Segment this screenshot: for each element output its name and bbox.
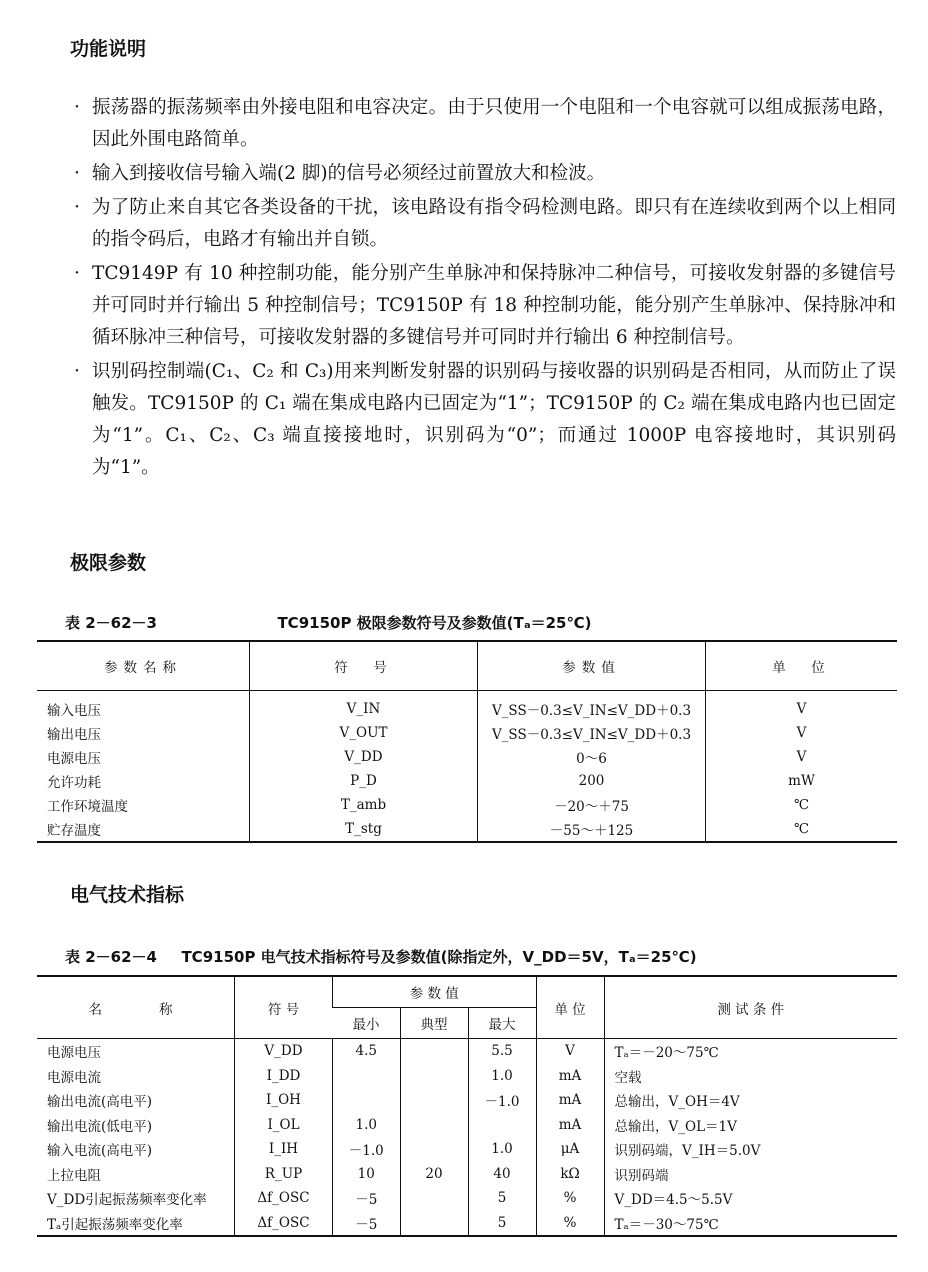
cell-symbol: I_OL: [235, 1113, 333, 1138]
table-row: [37, 793, 897, 817]
cell-condition: 识别码端: [604, 1162, 897, 1187]
table-caption-electrical: [65, 946, 697, 967]
cell-typ: [400, 1088, 468, 1113]
cell-name: 电源电流: [47, 1069, 101, 1086]
cell-symbol: R_UP: [235, 1162, 333, 1187]
cell-typ: [400, 1113, 468, 1138]
cell-name: 输出电流(高电平): [47, 1094, 153, 1111]
bullet-item: [72, 158, 896, 190]
cell-unit: mA: [536, 1064, 604, 1089]
cell-typ: [400, 1211, 468, 1237]
cell-unit: ℃: [706, 793, 898, 817]
cell-unit: mW: [706, 769, 898, 793]
table-row: [37, 1211, 897, 1237]
cell-name: 允许功耗: [47, 775, 101, 791]
cell-unit: V: [706, 721, 898, 745]
col-header-unit: 单 位: [536, 976, 604, 1039]
cell-symbol: V_OUT: [250, 721, 478, 745]
cell-min: －1.0: [333, 1137, 401, 1162]
cell-min: [333, 1064, 401, 1089]
cell-typ: [400, 1137, 468, 1162]
cell-condition: Tₐ＝－30～75℃: [604, 1211, 897, 1237]
cell-unit: V: [536, 1039, 604, 1064]
table-row: [37, 745, 897, 769]
cell-max: 5.5: [468, 1039, 536, 1064]
cell-typ: [400, 1039, 468, 1064]
cell-symbol: I_DD: [235, 1064, 333, 1089]
cell-unit: μA: [536, 1137, 604, 1162]
cell-unit: kΩ: [536, 1162, 604, 1187]
section-title-function: 功能说明: [70, 38, 147, 60]
cell-max: [468, 1113, 536, 1138]
bullet-dot: ·: [74, 197, 80, 218]
col-header-param-name: 参数名称: [37, 641, 250, 691]
cell-name: 贮存温度: [47, 823, 101, 839]
cell-max: 40: [468, 1162, 536, 1187]
bullet-item: [72, 356, 896, 484]
cell-symbol: V_DD: [250, 745, 478, 769]
col-header-max: 最大: [468, 1008, 536, 1039]
table-row: [37, 1039, 897, 1064]
bullet-text: TC9149P 有 10 种控制功能，能分别产生单脉冲和保持脉冲二种信号，可接收发射器的多键信号并可同时并行输出 5 种控制信号；TC9150P 有 18 种控制功能，能分别产生单脉冲、保持脉冲和循环脉冲三种信号，可接收发射器的多键信号并可同时并行输出 6 种控制信号。: [92, 263, 896, 348]
cell-condition: 总输出，V_OL＝1V: [604, 1113, 897, 1138]
cell-max: 1.0: [468, 1064, 536, 1089]
cell-value: 0～6: [478, 745, 706, 769]
table-row: [37, 1186, 897, 1211]
cell-name: 工作环境温度: [47, 799, 128, 815]
cell-symbol: I_OH: [235, 1088, 333, 1113]
function-bullet-list: [72, 92, 896, 486]
cell-unit: %: [536, 1211, 604, 1237]
section-title-limits: 极限参数: [70, 552, 147, 574]
table-row: [37, 1088, 897, 1113]
col-header-name: 名 称: [37, 976, 235, 1039]
cell-name: 输出电压: [47, 727, 101, 743]
cell-unit: mA: [536, 1113, 604, 1138]
cell-name: 电源电压: [47, 1045, 101, 1062]
bullet-text: 输入到接收信号输入端(2 脚)的信号必须经过前置放大和检波。: [92, 163, 606, 184]
table-row: [37, 697, 897, 721]
cell-typ: 20: [400, 1162, 468, 1187]
table-caption-text: TC9150P 电气技术指标符号及参数值(除指定外，V_DD＝5V，Tₐ＝25℃): [181, 948, 697, 966]
cell-symbol: V_IN: [250, 697, 478, 721]
col-header-unit: 单 位: [706, 641, 898, 691]
col-header-symbol: 符 号: [235, 976, 333, 1039]
col-header-typ: 典型: [400, 1008, 468, 1039]
table-row: [37, 817, 897, 842]
cell-condition: Tₐ＝－20～75℃: [604, 1039, 897, 1064]
table-caption-text: TC9150P 极限参数符号及参数值(Tₐ＝25℃): [277, 614, 592, 632]
cell-name: 输入电压: [47, 703, 101, 719]
cell-max: 5: [468, 1186, 536, 1211]
cell-name: Tₐ引起振荡频率变化率: [47, 1216, 183, 1233]
table-row: [37, 1162, 897, 1187]
table-row: [37, 769, 897, 793]
cell-condition: 空载: [604, 1064, 897, 1089]
cell-name: 电源电压: [47, 751, 101, 767]
cell-min: 10: [333, 1162, 401, 1187]
cell-symbol: Δf_OSC: [235, 1211, 333, 1237]
col-header-value: 参数值: [478, 641, 706, 691]
cell-symbol: Δf_OSC: [235, 1186, 333, 1211]
cell-symbol: I_IH: [235, 1137, 333, 1162]
cell-value: －55～＋125: [478, 817, 706, 842]
cell-unit: ℃: [706, 817, 898, 842]
bullet-item: [72, 258, 896, 354]
cell-symbol: V_DD: [235, 1039, 333, 1064]
bullet-dot: ·: [74, 263, 80, 284]
cell-name: V_DD引起振荡频率变化率: [47, 1192, 207, 1209]
cell-value: V_SS－0.3≤V_IN≤V_DD＋0.3: [478, 697, 706, 721]
table-row: [37, 1064, 897, 1089]
col-header-symbol: 符 号: [250, 641, 478, 691]
cell-value: 200: [478, 769, 706, 793]
table-row: [37, 721, 897, 745]
table-number: 表 2－62－4: [65, 948, 157, 966]
cell-symbol: T_stg: [250, 817, 478, 842]
cell-name: 输入电流(高电平): [47, 1143, 153, 1160]
cell-condition: V_DD＝4.5～5.5V: [604, 1186, 897, 1211]
table-row: [37, 1113, 897, 1138]
bullet-dot: ·: [74, 361, 80, 382]
cell-min: －5: [333, 1211, 401, 1237]
cell-unit: %: [536, 1186, 604, 1211]
cell-symbol: T_amb: [250, 793, 478, 817]
cell-min: 1.0: [333, 1113, 401, 1138]
cell-condition: 总输出，V_OH＝4V: [604, 1088, 897, 1113]
col-header-min: 最小: [333, 1008, 401, 1039]
cell-typ: [400, 1186, 468, 1211]
table-header-row: [37, 641, 897, 691]
bullet-dot: ·: [74, 163, 80, 184]
table-header-row: [37, 976, 897, 1008]
cell-condition: 识别码端，V_IH＝5.0V: [604, 1137, 897, 1162]
cell-value: V_SS－0.3≤V_IN≤V_DD＋0.3: [478, 721, 706, 745]
cell-min: 4.5: [333, 1039, 401, 1064]
cell-max: 1.0: [468, 1137, 536, 1162]
electrical-table: [37, 975, 897, 1237]
bullet-text: 为了防止来自其它各类设备的干扰，该电路设有指令码检测电路。即只有在连续收到两个以上相同的指令码后，电路才有输出并自锁。: [92, 197, 896, 250]
cell-unit: V: [706, 745, 898, 769]
table-row: [37, 1137, 897, 1162]
cell-max: 5: [468, 1211, 536, 1237]
cell-name: 上拉电阻: [47, 1167, 101, 1184]
bullet-dot: ·: [74, 97, 80, 118]
cell-unit: mA: [536, 1088, 604, 1113]
bullet-text: 振荡器的振荡频率由外接电阻和电容决定。由于只使用一个电阻和一个电容就可以组成振荡电路，因此外围电路简单。: [92, 97, 896, 150]
cell-value: －20～＋75: [478, 793, 706, 817]
bullet-text: 识别码控制端(C₁、C₂ 和 C₃)用来判断发射器的识别码与接收器的识别码是否相同，从而防止了误触发。TC9150P 的 C₁ 端在集成电路内已固定为“1”；TC9150P 的 C₂ 端在集成电路内也已固定为“1”。C₁、C₂、C₃ 端直接接地时，识别码为“0”；而通过 1000P 电容接地时，其识别码为“1”。: [92, 361, 896, 478]
bullet-item: [72, 192, 896, 256]
cell-unit: V: [706, 697, 898, 721]
table-caption-limits: [65, 612, 592, 633]
col-header-condition: 测 试 条 件: [604, 976, 897, 1039]
cell-typ: [400, 1064, 468, 1089]
limits-table: [37, 640, 897, 843]
bullet-item: [72, 92, 896, 156]
table-number: 表 2－62－3: [65, 614, 157, 632]
cell-symbol: P_D: [250, 769, 478, 793]
cell-min: [333, 1088, 401, 1113]
section-title-electrical: 电气技术指标: [70, 884, 185, 906]
cell-max: －1.0: [468, 1088, 536, 1113]
col-header-param: 参 数 值: [333, 976, 537, 1008]
cell-name: 输出电流(低电平): [47, 1118, 153, 1135]
cell-min: －5: [333, 1186, 401, 1211]
